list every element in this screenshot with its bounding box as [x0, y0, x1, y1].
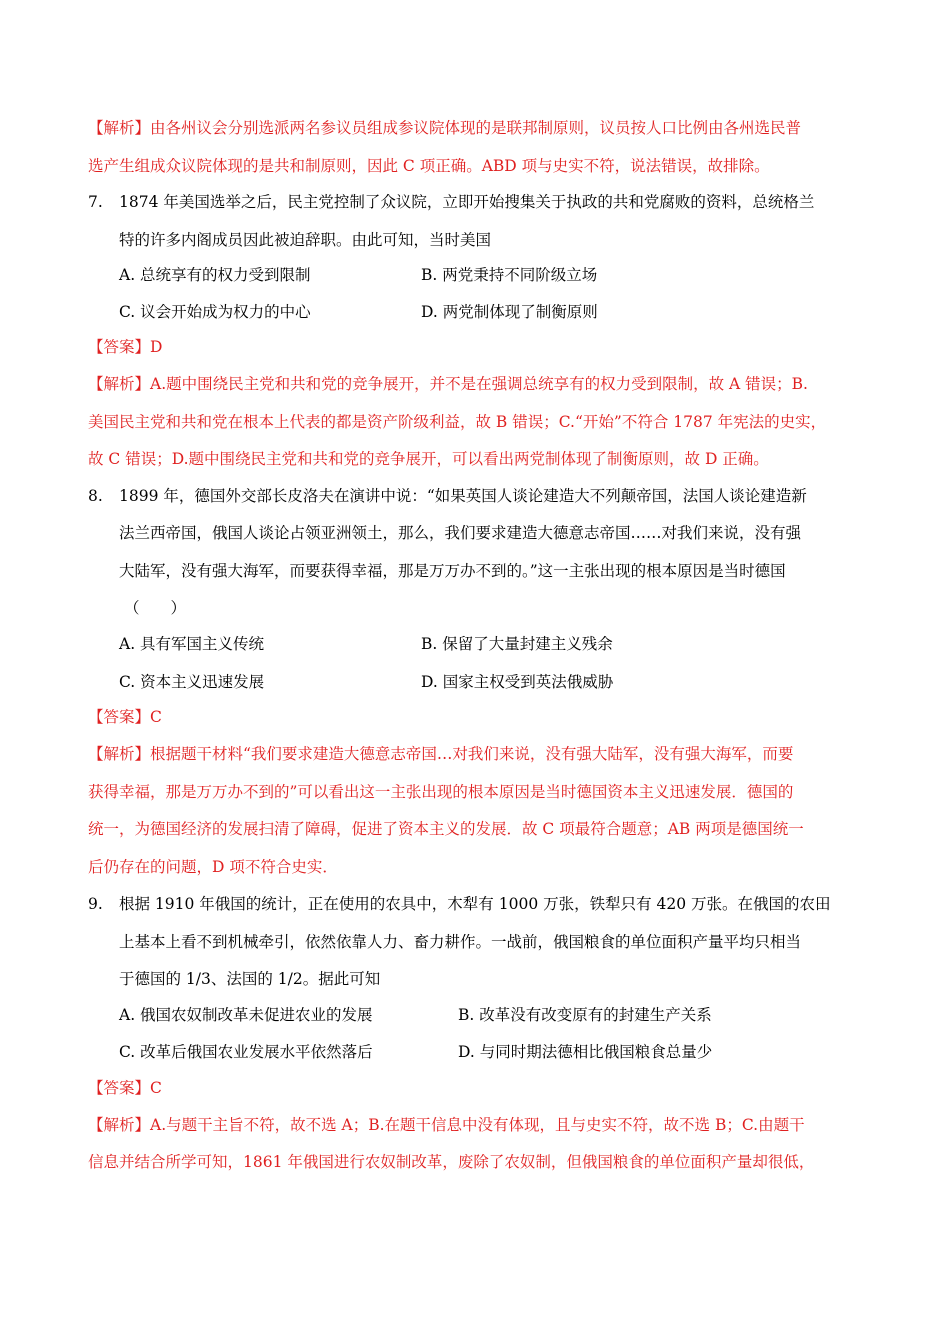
explanation-line: 【解析】由各州议会分别选派两名参议员组成参议院体现的是联邦制原则，议员按人口比例由各州选民普	[88, 119, 802, 137]
option-a: A. 俄国农奴制改革未促进农业的发展	[119, 1006, 373, 1024]
question-number: 8.	[88, 487, 103, 505]
question-number: 9.	[88, 895, 103, 913]
question-stem-line: 上基本上看不到机械牵引，依然依靠人力、畜力耕作。一战前，俄国粮食的单位面积产量平均只相当	[119, 933, 802, 951]
question-stem-line: 大陆军，没有强大海军，而要获得幸福，那是万万办不到的。”这一主张出现的根本原因是当时德国	[119, 562, 786, 580]
option-c: C. 资本主义迅速发展	[119, 673, 265, 691]
explanation-line: 故 C 错误；D.题中围绕民主党和共和党的竞争展开，可以看出两党制体现了制衡原则，故 D 正确。	[88, 450, 769, 468]
option-c: C. 改革后俄国农业发展水平依然落后	[119, 1043, 373, 1061]
option-b: B. 改革没有改变原有的封建生产关系	[458, 1006, 712, 1024]
question-stem-line: 法兰西帝国，俄国人谈论占领亚洲领土，那么，我们要求建造大德意志帝国……对我们来说，没有强	[119, 524, 802, 542]
question-stem-line: 根据 1910 年俄国的统计，正在使用的农具中，木犁有 1000 万张，铁犁只有 420 万张。在俄国的农田	[119, 895, 831, 913]
option-b: B. 两党秉持不同阶级立场	[421, 266, 598, 284]
option-a: A. 总统享有的权力受到限制	[119, 266, 311, 284]
explanation-line: 统一，为德国经济的发展扫清了障碍，促进了资本主义的发展．故 C 项最符合题意；AB 两项是德国统一	[88, 820, 804, 838]
explanation-line: 【解析】A.与题干主旨不符，故不选 A；B.在题干信息中没有体现，且与史实不符，故不选 B；C.由题干	[88, 1116, 805, 1134]
question-stem-line: 于德国的 1/3、法国的 1/2。据此可知	[119, 970, 381, 988]
option-b: B. 保留了大量封建主义残余	[421, 635, 613, 653]
answer-line: 【答案】C	[88, 1079, 162, 1097]
option-d: D. 国家主权受到英法俄威胁	[421, 673, 614, 691]
question-stem-line: 1899 年，德国外交部长皮洛夫在演讲中说：“如果英国人谈论建造大不列颠帝国，法国人谈论建造新	[119, 487, 807, 505]
question-number: 7.	[88, 193, 103, 211]
explanation-line: 选产生组成众议院体现的是共和制原则，因此 C 项正确。ABD 项与史实不符，说法错误，故排除。	[88, 157, 770, 175]
option-d: D. 两党制体现了制衡原则	[421, 303, 598, 321]
question-stem-line: 特的许多内阁成员因此被迫辞职。由此可知，当时美国	[119, 231, 492, 249]
answer-line: 【答案】C	[88, 708, 162, 726]
question-stem-line: 1874 年美国选举之后，民主党控制了众议院，立即开始搜集关于执政的共和党腐败的资料，总统格兰	[119, 193, 815, 211]
question-stem-line: （ ）	[124, 599, 187, 617]
explanation-line: 信息并结合所学可知，1861 年俄国进行农奴制改革，废除了农奴制，但俄国粮食的单位面积产量却很低，	[88, 1153, 815, 1171]
option-d: D. 与同时期法德相比俄国粮食总量少	[458, 1043, 713, 1061]
explanation-line: 【解析】A.题中围绕民主党和共和党的竞争展开，并不是在强调总统享有的权力受到限制，故 A 错误；B.	[88, 375, 808, 393]
explanation-line: 美国民主党和共和党在根本上代表的都是资产阶级利益，故 B 错误；C.“开始”不符合 1787 年宪法的史实，	[88, 413, 827, 431]
option-c: C. 议会开始成为权力的中心	[119, 303, 311, 321]
option-a: A. 具有军国主义传统	[119, 635, 265, 653]
explanation-line: 【解析】根据题干材料“我们要求建造大德意志帝国…对我们来说，没有强大陆军，没有强大海军，而要	[88, 745, 794, 763]
explanation-line: 后仍存在的问题，D 项不符合史实．	[88, 858, 338, 876]
explanation-line: 获得幸福，那是万万办不到的”可以看出这一主张出现的根本原因是当时德国资本主义迅速发展．德国的	[88, 783, 794, 801]
answer-line: 【答案】D	[88, 338, 163, 356]
